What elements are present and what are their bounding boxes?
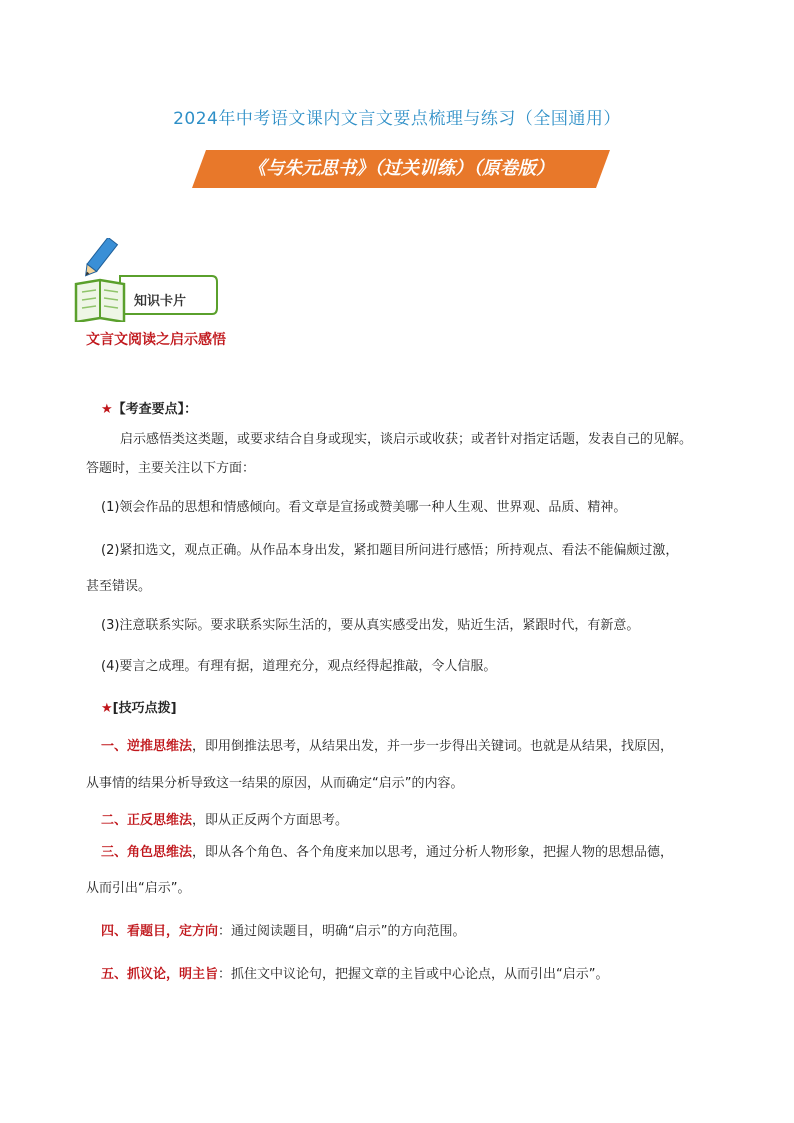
- exam-point-item-4: (4)要言之成理。有理有据，道理充分，观点经得起推敲，令人信服。: [101, 659, 497, 674]
- exam-points-heading: [101, 400, 197, 420]
- tip-4: [101, 922, 466, 942]
- tip-3: [101, 843, 673, 863]
- exam-point-item-2-cont: 甚至错误。: [86, 579, 152, 594]
- star-icon: ★: [101, 701, 113, 716]
- page-title: 2024年中考语文课内文言文要点梳理与练习（全国通用）: [173, 109, 621, 129]
- knowledge-card-label: 知识卡片: [134, 294, 187, 309]
- tip-4-label: 四、看题目，定方向: [101, 924, 219, 939]
- exam-point-item-1: (1)领会作品的思想和情感倾向。看文章是宣扬或赞美哪一种人生观、世界观、品质、精神。: [101, 500, 627, 515]
- tips-heading: [101, 699, 177, 719]
- banner-text: 《与朱元思书》（过关训练）（原卷版）: [248, 158, 554, 179]
- tip-2-label: 二、正反思维法: [101, 813, 193, 828]
- tip-5-text: ：抓住文中议论句，把握文章的主旨或中心论点，从而引出“启示”。: [218, 967, 609, 982]
- tips-heading-text: [技巧点拨]: [112, 701, 177, 716]
- exam-point-item-2: (2)紧扣选文，观点正确。从作品本身出发，紧扣题目所问进行感悟；所持观点、看法不能偏颇过激，: [101, 543, 679, 558]
- paragraph-intro-2: 答题时，主要关注以下方面：: [86, 461, 256, 476]
- tip-3-label: 三、角色思维法: [101, 845, 193, 860]
- tip-1-label: 一、逆推思维法: [101, 739, 193, 754]
- section-title: 文言文阅读之启示感悟: [86, 332, 226, 348]
- title-banner: [192, 150, 610, 188]
- tip-1-text: ，即用倒推法思考，从结果出发，并一步一步得出关键词。也就是从结果，找原因，: [192, 739, 674, 754]
- tip-3-cont: 从而引出“启示”。: [86, 881, 191, 896]
- tip-1-cont: 从事情的结果分析导致这一结果的原因，从而确定“启示”的内容。: [86, 776, 464, 791]
- paragraph-intro-1: 启示感悟类这类题，或要求结合自身或现实，谈启示或收获；或者针对指定话题，发表自己的见解。: [120, 432, 693, 447]
- tip-2: [101, 811, 348, 831]
- exam-point-item-3: (3)注意联系实际。要求联系实际生活的，要从真实感受出发，贴近生活，紧跟时代，有新意。: [101, 618, 640, 633]
- book-pencil-icon: [70, 238, 220, 322]
- star-icon: ★: [101, 402, 113, 417]
- tip-2-text: ，即从正反两个方面思考。: [192, 813, 349, 828]
- tip-5: [101, 965, 609, 985]
- exam-points-heading-text: 【考查要点】：: [112, 402, 198, 417]
- tip-1: [101, 737, 673, 757]
- tip-4-text: ：通过阅读题目，明确“启示”的方向范围。: [218, 924, 466, 939]
- tip-3-text: ，即从各个角色、各个角度来加以思考，通过分析人物形象，把握人物的思想品德，: [192, 845, 674, 860]
- tip-5-label: 五、抓议论，明主旨: [101, 967, 219, 982]
